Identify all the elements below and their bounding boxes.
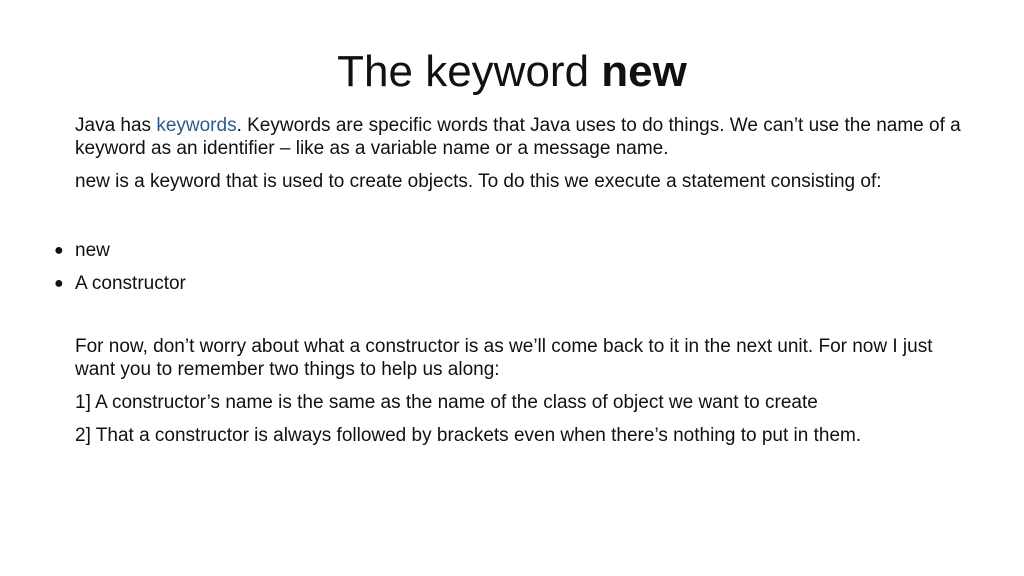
point-one: 1] A constructor’s name is the same as the name of the class of object we want to create [75, 392, 818, 413]
bullet-text: new [75, 240, 110, 261]
paragraph-keywords [75, 114, 975, 160]
slide-title [0, 44, 1024, 100]
bullet-icon: ● [54, 242, 64, 259]
paragraph-keywords-suffix: . Keywords are specific words that Java uses to do things. We can’t use the name of a keyword as an identifier – like as a variable name or a message name. [75, 115, 961, 159]
bullet-list [54, 239, 975, 295]
slide-body [54, 114, 975, 457]
bullet-item [54, 272, 975, 295]
bullet-item [54, 239, 975, 262]
spacer [75, 203, 975, 239]
title-prefix: The keyword [337, 47, 602, 96]
paragraph-constructor-intro: For now, don’t worry about what a constructor is as we’ll come back to it in the next unit. For now I just want you to remember two things to help us along: [75, 336, 933, 380]
title-keyword: new [601, 47, 687, 96]
paragraph-new-keyword: new is a keyword that is used to create objects. To do this we execute a statement consisting of: [75, 171, 882, 192]
keywords-link[interactable]: keywords [156, 115, 237, 136]
paragraph-keywords-prefix: Java has [75, 115, 157, 136]
bullet-text: A constructor [75, 273, 186, 294]
bullet-icon: ● [54, 275, 64, 292]
point-two: 2] That a constructor is always followed by brackets even when there’s nothing to put in them. [75, 425, 862, 446]
spacer [75, 305, 975, 335]
